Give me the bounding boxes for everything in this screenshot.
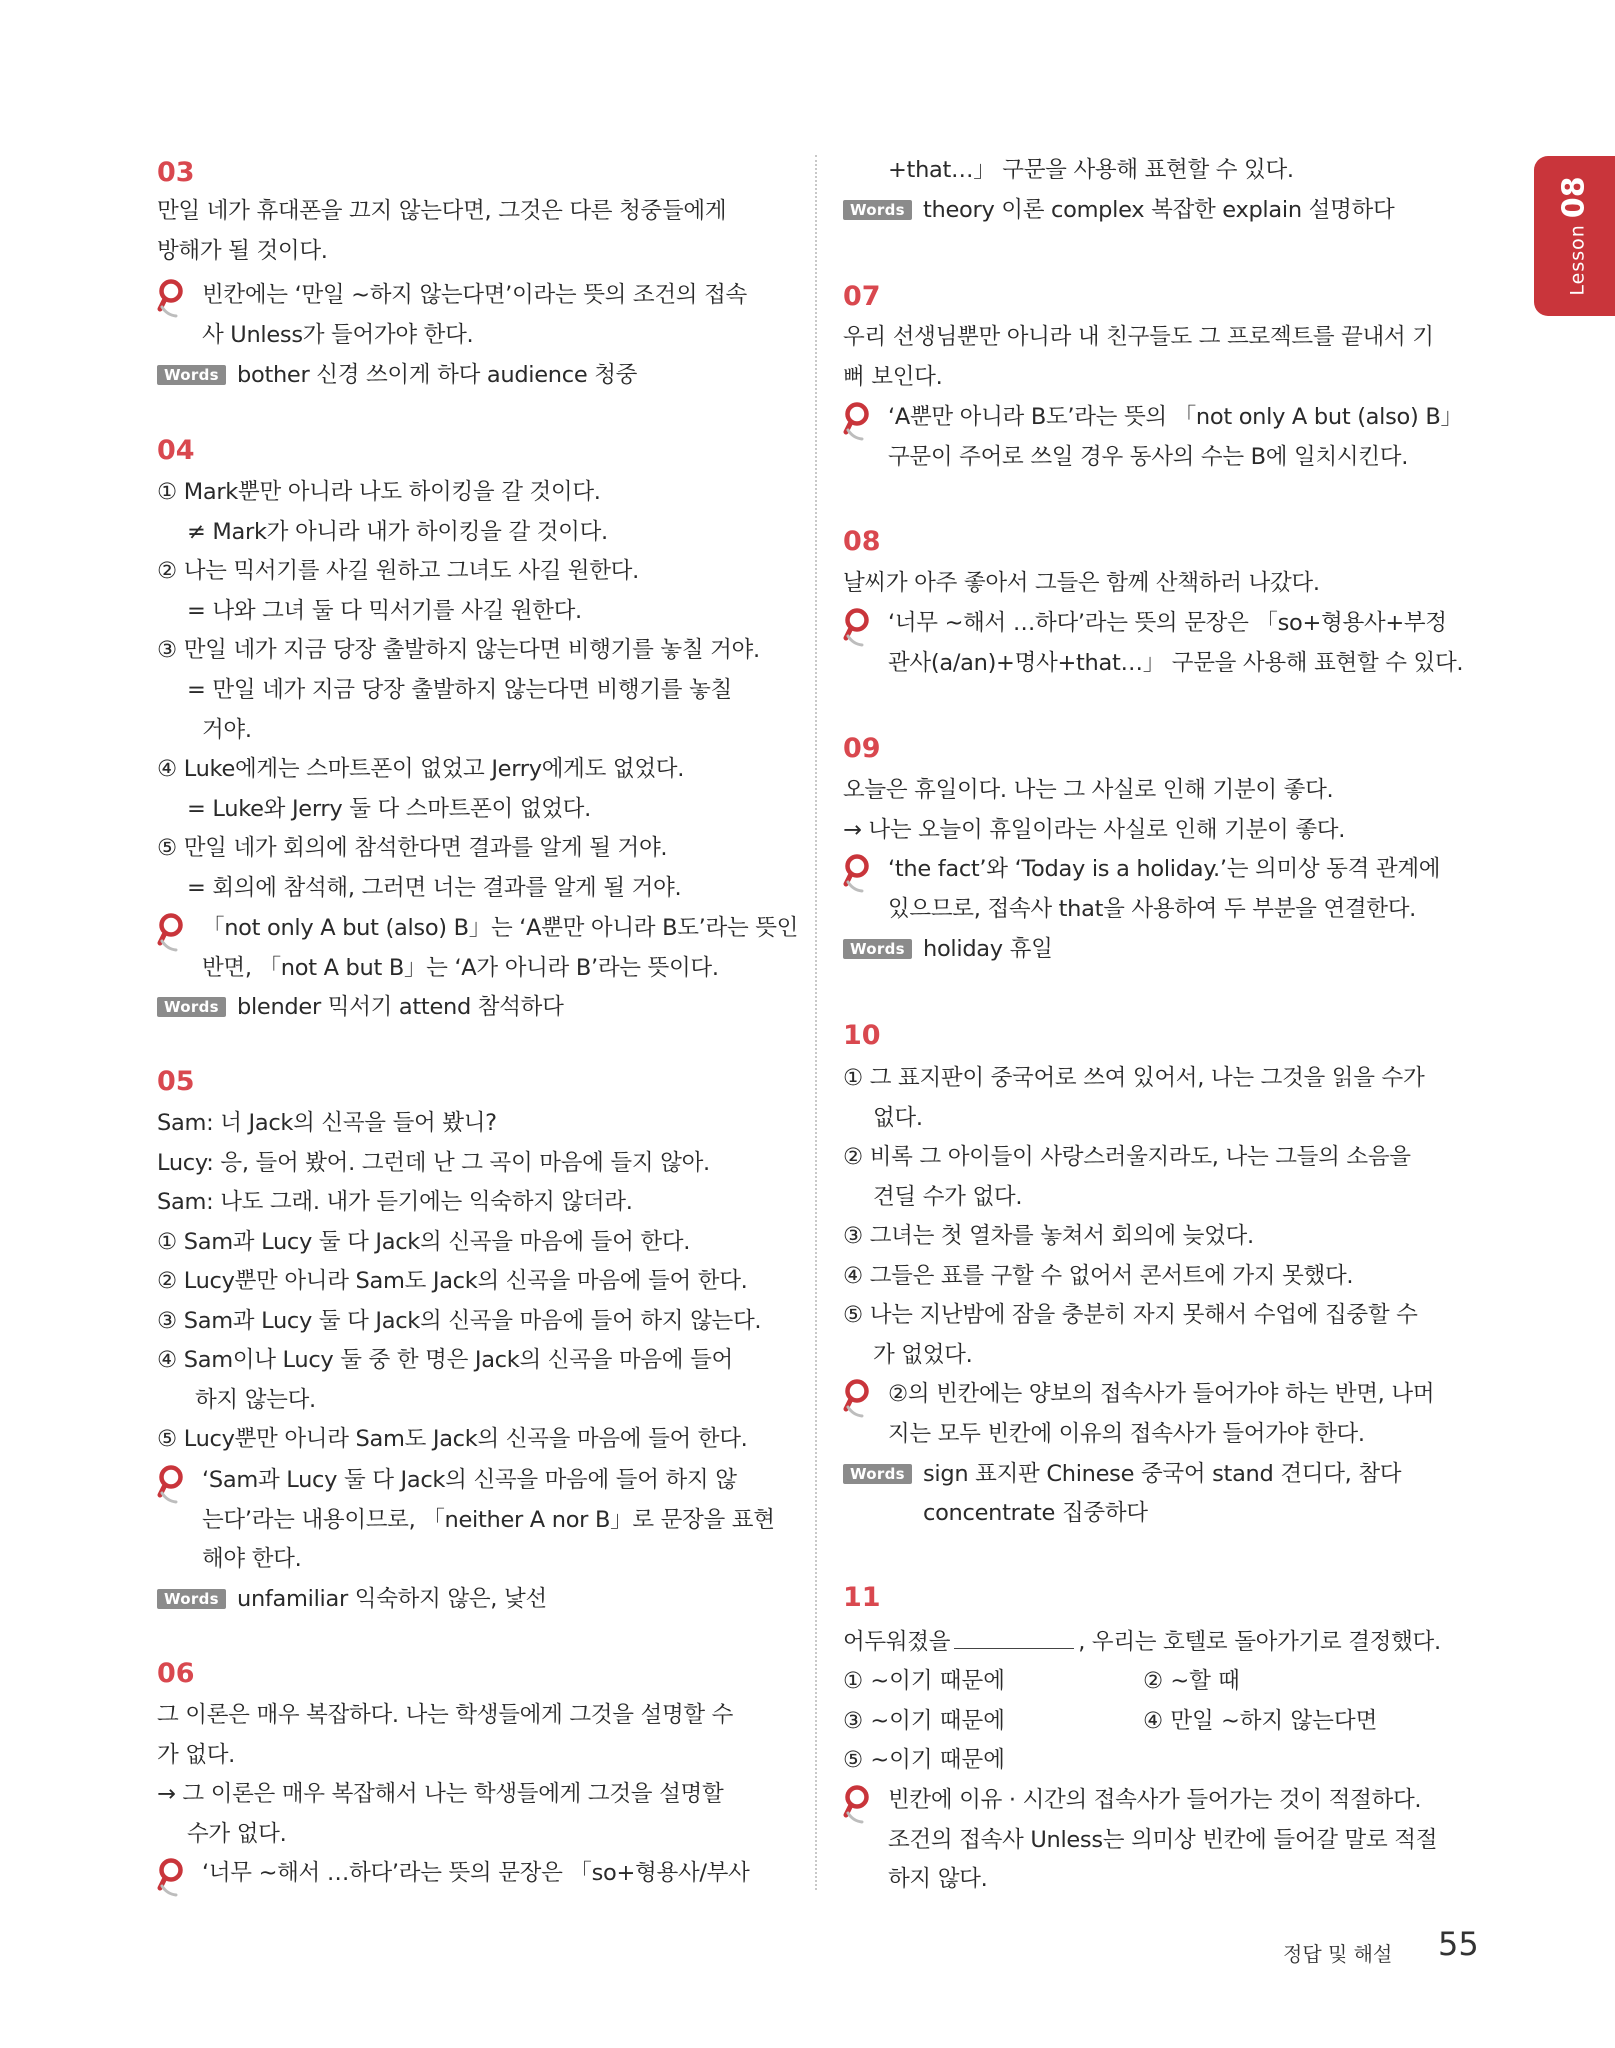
question-number: 08 (843, 526, 881, 557)
words-badge: Words (843, 200, 912, 220)
choice-4: ④ 만일 ~하지 않는다면 (1143, 1708, 1378, 1734)
words-badge: Words (157, 1589, 226, 1609)
translation-line: = 나와 그녀 둘 다 믹서기를 사길 원한다. (187, 598, 582, 624)
hint-line: ‘너무 ~해서 …하다’라는 뜻의 문장은 「so+형용사/부사 (202, 1860, 750, 1886)
choice-1: ① ~이기 때문에 (843, 1668, 1006, 1694)
magnifier-hint-icon (157, 1857, 191, 1897)
choice-5: ⑤ ~이기 때문에 (843, 1747, 1006, 1773)
translation-line: ① 그 표지판이 중국어로 쓰여 있어서, 나는 그것을 읽을 수가 (843, 1065, 1425, 1091)
hint-line: +that…」 구문을 사용해 표현할 수 있다. (888, 157, 1294, 183)
magnifier-hint-icon (843, 853, 877, 893)
translation-line: 거야. (202, 717, 252, 743)
translation-line: 가 없다. (157, 1742, 236, 1768)
translation-line: 오늘은 휴일이다. 나는 그 사실로 인해 기분이 좋다. (843, 777, 1334, 803)
words-line: theory 이론 complex 복잡한 explain 설명하다 (923, 197, 1395, 223)
translation-line: = 회의에 참석해, 그러면 너는 결과를 알게 될 거야. (187, 875, 682, 901)
question-number: 09 (843, 733, 881, 764)
lesson-word: Lesson (1566, 224, 1589, 296)
dialog-line: Lucy: 응, 들어 봤어. 그런데 난 그 곡이 마음에 들지 않아. (157, 1150, 710, 1176)
translation-line: ≠ Mark가 아니라 내가 하이킹을 갈 것이다. (187, 519, 608, 545)
hint-line: 관사(a/an)+명사+that…」 구문을 사용해 표현할 수 있다. (888, 650, 1464, 676)
words-badge: Words (157, 997, 226, 1017)
hint-line: 지는 모두 빈칸에 이유의 접속사가 들어가야 한다. (888, 1421, 1365, 1447)
hint-line: 는다’라는 내용이므로, 「neither A nor B」로 문장을 표현 (202, 1507, 775, 1533)
magnifier-hint-icon (157, 1464, 191, 1504)
hint-line: ‘A뿐만 아니라 B도’라는 뜻의 「not only A but (also) B」 (888, 404, 1463, 430)
words-line: unfamiliar 익숙하지 않은, 낯선 (237, 1586, 547, 1612)
lesson-tab-label (1557, 176, 1592, 295)
words-badge: Words (843, 1464, 912, 1484)
question-number: 05 (157, 1066, 195, 1097)
translation-line: ③ 만일 네가 지금 당장 출발하지 않는다면 비행기를 놓칠 거야. (157, 637, 760, 663)
words-line: bother 신경 쓰이게 하다 audience 청중 (237, 362, 638, 388)
translation-line: 견딜 수가 없다. (873, 1184, 1023, 1210)
page-number: 55 (1438, 1925, 1479, 1963)
translation-line: ⑤ 만일 네가 회의에 참석한다면 결과를 알게 될 거야. (157, 835, 668, 861)
question-sentence (843, 1622, 1475, 1662)
hint-line: 해야 한다. (202, 1546, 302, 1572)
question-number: 03 (157, 157, 195, 188)
magnifier-hint-icon (843, 1784, 877, 1824)
question-number: 10 (843, 1020, 881, 1051)
translation-line: 그 이론은 매우 복잡하다. 나는 학생들에게 그것을 설명할 수 (157, 1702, 734, 1728)
words-line: concentrate 집중하다 (923, 1500, 1148, 1526)
question-number: 06 (157, 1658, 195, 1689)
choice-line: ③ Sam과 Lucy 둘 다 Jack의 신곡을 마음에 들어 하지 않는다. (157, 1308, 762, 1334)
sentence-before: 어두워졌을 (843, 1629, 951, 1655)
hint-line: 하지 않다. (888, 1866, 988, 1892)
translation-line: → 나는 오늘이 휴일이라는 사실로 인해 기분이 좋다. (843, 817, 1346, 843)
lesson-tab (1534, 156, 1615, 316)
words-badge: Words (843, 939, 912, 959)
translation-line: 가 없었다. (873, 1342, 973, 1368)
translation-line: ② 나는 믹서기를 사길 원하고 그녀도 사길 원한다. (157, 558, 639, 584)
magnifier-hint-icon (843, 401, 877, 441)
answer-blank (954, 1626, 1074, 1649)
translation-line: ③ 그녀는 첫 열차를 놓쳐서 회의에 늦었다. (843, 1223, 1254, 1249)
translation-line: 없다. (873, 1105, 923, 1131)
lesson-number: 08 (1556, 176, 1592, 219)
choice-line: 하지 않는다. (195, 1387, 316, 1413)
hint-line: 구문이 주어로 쓰일 경우 동사의 수는 B에 일치시킨다. (888, 444, 1409, 470)
translation-line: ② 비록 그 아이들이 사랑스러울지라도, 나는 그들의 소음을 (843, 1144, 1411, 1170)
translation-line: 날씨가 아주 좋아서 그들은 함께 산책하러 나갔다. (843, 570, 1320, 596)
translation-line: 우리 선생님뿐만 아니라 내 친구들도 그 프로젝트를 끝내서 기 (843, 324, 1434, 350)
hint-line: 있으므로, 접속사 that을 사용하여 두 부분을 연결한다. (888, 896, 1417, 922)
words-badge: Words (157, 365, 226, 385)
translation-line: 수가 없다. (187, 1821, 287, 1847)
choice-line: ① Sam과 Lucy 둘 다 Jack의 신곡을 마음에 들어 한다. (157, 1229, 691, 1255)
question-number: 11 (843, 1582, 881, 1613)
hint-line: 조건의 접속사 Unless는 의미상 빈칸에 들어갈 말로 적절 (888, 1827, 1438, 1853)
hint-line: 빈칸에는 ‘만일 ~하지 않는다면’이라는 뜻의 조건의 접속 (202, 282, 747, 308)
magnifier-hint-icon (843, 607, 877, 647)
translation-line: ① Mark뿐만 아니라 나도 하이킹을 갈 것이다. (157, 479, 601, 505)
translation-line: ⑤ 나는 지난밤에 잠을 충분히 자지 못해서 수업에 집중할 수 (843, 1302, 1418, 1328)
choice-line: ⑤ Lucy뿐만 아니라 Sam도 Jack의 신곡을 마음에 들어 한다. (157, 1426, 748, 1452)
translation-line: = Luke와 Jerry 둘 다 스마트폰이 없었다. (187, 796, 591, 822)
words-line: holiday 휴일 (923, 936, 1053, 962)
magnifier-hint-icon (843, 1378, 877, 1418)
hint-line: ‘the fact’와 ‘Today is a holiday.’는 의미상 동격 관계에 (888, 856, 1441, 882)
choice-3: ③ ~이기 때문에 (843, 1708, 1006, 1734)
choice-2: ② ~할 때 (1143, 1668, 1240, 1694)
translation-line: 뻐 보인다. (843, 364, 943, 390)
magnifier-hint-icon (157, 278, 191, 318)
hint-line: ②의 빈칸에는 양보의 접속사가 들어가야 하는 반면, 나머 (888, 1381, 1435, 1407)
translation-line: → 그 이론은 매우 복잡해서 나는 학생들에게 그것을 설명할 (157, 1781, 724, 1807)
hint-line: ‘너무 ~해서 …하다’라는 뜻의 문장은 「so+형용사+부정 (888, 610, 1447, 636)
choice-line: ④ Sam이나 Lucy 둘 중 한 명은 Jack의 신곡을 마음에 들어 (157, 1347, 733, 1373)
translation-line: 만일 네가 휴대폰을 끄지 않는다면, 그것은 다른 청중들에게 (157, 198, 727, 224)
translation-line: ④ Luke에게는 스마트폰이 없었고 Jerry에게도 없었다. (157, 756, 685, 782)
choice-line: ② Lucy뿐만 아니라 Sam도 Jack의 신곡을 마음에 들어 한다. (157, 1268, 748, 1294)
question-number: 04 (157, 435, 195, 466)
words-line: sign 표지판 Chinese 중국어 stand 견디다, 참다 (923, 1461, 1402, 1487)
translation-line: 방해가 될 것이다. (157, 238, 328, 264)
hint-line: 빈칸에 이유 · 시간의 접속사가 들어가는 것이 적절하다. (888, 1787, 1422, 1813)
dialog-line: Sam: 나도 그래. 내가 듣기에는 익숙하지 않더라. (157, 1189, 633, 1215)
translation-line: = 만일 네가 지금 당장 출발하지 않는다면 비행기를 놓칠 (187, 677, 732, 703)
footer-label: 정답 및 해설 (1283, 1942, 1393, 1966)
words-line: blender 믹서기 attend 참석하다 (237, 994, 564, 1020)
translation-line: ④ 그들은 표를 구할 수 없어서 콘서트에 가지 못했다. (843, 1263, 1354, 1289)
hint-line: 사 Unless가 들어가야 한다. (202, 322, 474, 348)
hint-line: 반면, 「not A but B」는 ‘A가 아니라 B’라는 뜻이다. (202, 955, 719, 981)
dialog-line: Sam: 너 Jack의 신곡을 들어 봤니? (157, 1110, 497, 1136)
magnifier-hint-icon (157, 912, 191, 952)
column-divider (815, 155, 817, 1890)
hint-line: 「not only A but (also) B」는 ‘A뿐만 아니라 B도’라는 뜻인 (202, 915, 799, 941)
question-number: 07 (843, 281, 881, 312)
sentence-after: , 우리는 호텔로 돌아가기로 결정했다. (1078, 1629, 1441, 1655)
hint-line: ‘Sam과 Lucy 둘 다 Jack의 신곡을 마음에 들어 하지 않 (202, 1467, 737, 1493)
